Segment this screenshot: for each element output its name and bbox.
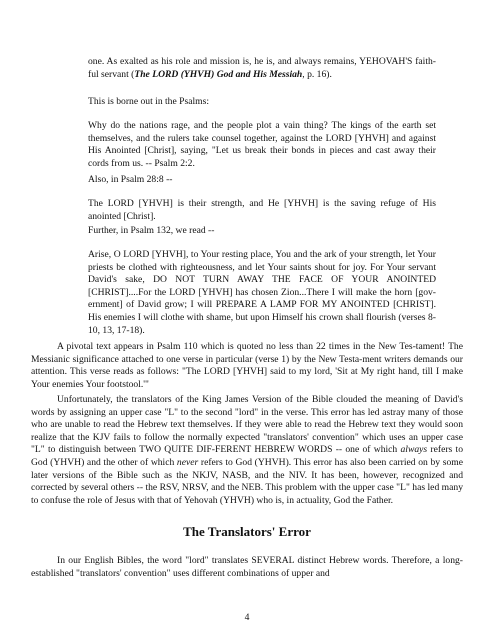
paragraph-kjv-error-text-2: refers to God (YHVH) and the other of which xyxy=(31,444,464,468)
emphasis-always: always xyxy=(400,444,428,456)
paragraph-translators-convention: In our English Bibles, the word "lord" translates SEVERAL distinct Hebrew words. Therefore, a long-established "translators' convention" uses different combinations of upper and xyxy=(31,555,463,579)
quote-psalm-2: Why do the nations rage, and the people plot a vain thing? The kings of the earth set themselves, and the rulers take counsel together, against the LORD [YHVH] and against His Anointed [Christ], saying, "Let us break their bonds in pieces and cast away their cords from us. -- Psalm 2:2. xyxy=(88,120,436,169)
paragraph-kjv-error-text-1: Unfortunately, the translators of the King James Version of the Bible clouded the meaning of David's words by assigning an upper case "L" to the second "lord" in the verse. This error has led astray many of those who are unable to read the Hebrew text themselves. If they were able to read the Hebrew text they would soon realize that the KJV fails to follow the normally expected "translators' convention" which uses an upper case "L" to distinguish between TWO QUITE DIF-FERENT HEBREW WORDS -- one of which xyxy=(31,394,463,456)
paragraph-psalm-28-intro: Also, in Psalm 28:8 -- xyxy=(88,174,173,185)
paragraph-servant-citation: , p. 16). xyxy=(302,68,332,80)
paragraph-kjv-error-text-3: refers to God (YHVH). This error has also been carried on by some later versions of the Bible such as the NKJV, NASB, and the NIV. It has been, however, recognized and corrected by several others -- the RSV, NRSV, and the NEB. This problem with the upper case "L" has led many to confuse the role of Jesus with that of Yehovah (YHVH) who is, in actuality, God the Father. xyxy=(31,456,463,506)
section-heading: The Translators' Error xyxy=(183,524,311,539)
paragraph-psalm-132-intro: Further, in Psalm 132, we read -- xyxy=(88,225,215,236)
paragraph-psalm-110: A pivotal text appears in Psalm 110 which is quoted no less than 22 times in the New Tes-tament! The Messianic significance attached to one verse in particular (verse 1) by the New Testa-ment writers demands our attention. This verse reads as follows: "The LORD [YHVH] said to my lord, 'Sit at My right hand, till I make Your enemies Your footstool.'" xyxy=(31,341,463,390)
book-title: The LORD (YHVH) God and His Messiah xyxy=(134,68,303,80)
quote-psalm-132: Arise, O LORD [YHVH], to Your resting place, You and the ark of your strength, let Your priests be clothed with righteousness, and let Your saints shout for joy. For Your servant David's sake, DO NOT TURN AWAY THE FACE OF YOUR ANOINTED [CHRIST]....For the LORD [YHVH] has chosen Zion...There I will make the horn [gov-ernment] of David grow; I will PREPARE A LAMP FOR MY ANOINTED [CHRIST]. His enemies I will clothe with shame, but upon Himself his crown shall flourish (verses 8-10, 13, 17-18). xyxy=(88,249,436,336)
quote-psalm-28: The LORD [YHVH] is their strength, and He [YHVH] is the saving refuge of His anointed [Christ]. xyxy=(88,198,436,222)
paragraph-servant xyxy=(88,56,436,81)
page-number: 4 xyxy=(244,612,250,623)
paragraph-servant-text: one. As exalted as his role and mission is, he is, and always remains, YEHOVAH'S faith-ful servant ( xyxy=(88,56,436,80)
paragraph-psalms-intro: This is borne out in the Psalms: xyxy=(88,96,209,107)
emphasis-never: never xyxy=(176,456,199,468)
paragraph-kjv-error xyxy=(31,394,463,507)
